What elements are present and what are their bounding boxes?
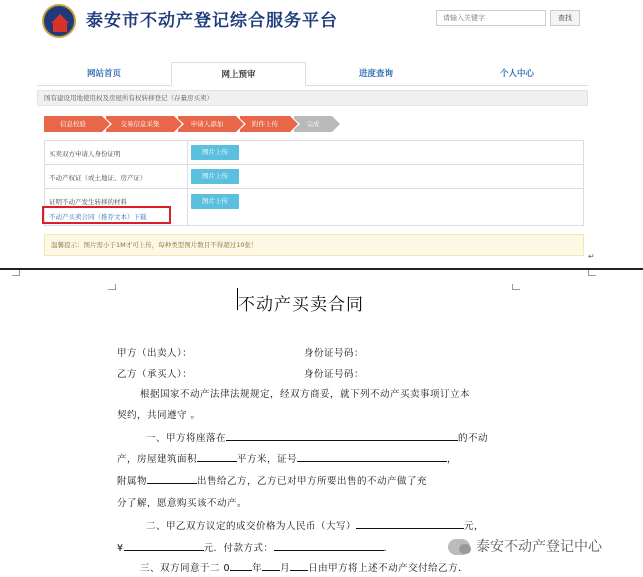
document-title[interactable]: 不动产买卖合同 (238, 295, 364, 315)
document-page (0, 270, 643, 577)
step-5: 完成 (294, 116, 332, 132)
contract-download-link[interactable]: 不动产买卖合同（推荐文本）下载 (49, 213, 147, 221)
row-label: 不动产权证（或土地证、房产证） (49, 174, 147, 182)
clause-1-line-4: 分了解，愿意购买该不动产。 (117, 498, 248, 509)
site-title: 泰安市不动产登记综合服务平台 (86, 11, 338, 31)
clause-2-line-1: 二、甲乙双方议定的成交价格为人民币（大写） 元， (146, 521, 485, 532)
watermark: 泰安不动产登记中心 (448, 536, 602, 556)
crop-mark (108, 284, 116, 290)
party-b: 乙方（承买人）： (117, 369, 193, 380)
step-3: 申请人添加 (178, 116, 236, 132)
upload-row (45, 165, 583, 189)
tab-personal-center[interactable]: 个人中心 (499, 69, 534, 79)
clause-1-line-1: 一、甲方将座落在 的不动 (146, 433, 489, 444)
row-label: 买卖双方申请人身份证明 (49, 150, 121, 158)
breadcrumb: 国有建设用地使用权及房屋所有权转移登记（存量房买卖） (37, 90, 588, 106)
crop-mark (12, 270, 20, 276)
clause-2-line-2: ¥ 元．付款方式： ． (117, 543, 394, 554)
tab-home[interactable]: 网站首页 (86, 69, 121, 79)
search-input[interactable] (436, 10, 546, 26)
step-4: 附件上传 (240, 116, 290, 132)
crop-mark (588, 270, 596, 276)
clause-1-line-2: 产，房屋建筑面积 平方米，证号 ， (117, 454, 458, 465)
crop-mark (512, 284, 520, 290)
search-button[interactable]: 查找 (550, 10, 580, 26)
tab-online-review[interactable]: 网上预审 (171, 62, 306, 86)
highlight-box (42, 206, 171, 224)
logo-icon (42, 4, 76, 38)
clause-1-line-3: 附属物 出售给乙方，乙方已对甲方所要出售的不动产做了充 (117, 476, 428, 487)
clause-3-line-1: 三、双方同意于二 0 年 月 日由甲方将上述不动产交付给乙方． (140, 563, 469, 574)
tab-progress[interactable]: 进度查询 (358, 69, 393, 79)
step-2: 交易信息采集 (106, 116, 174, 132)
warning-tip: 温馨提示：图片需小于1M才可上传，每种类型图片数目不得超过10张！ (44, 234, 584, 256)
web-page (0, 0, 643, 268)
upload-button-id[interactable]: 图片上传 (191, 145, 239, 160)
intro-line-1: 根据国家不动产法律法规规定，经双方商妥，就下列不动产买卖事项订立本 (140, 389, 471, 400)
upload-row (45, 141, 583, 165)
return-mark-icon: ↵ (588, 252, 595, 261)
upload-button-transfer[interactable]: 图片上传 (191, 194, 239, 209)
party-b-id: 身份证号码： (304, 369, 365, 380)
upload-button-certificate[interactable]: 图片上传 (191, 169, 239, 184)
main-nav (37, 62, 588, 86)
party-a: 甲方（出卖人）： (117, 348, 193, 359)
party-a-id: 身份证号码： (304, 348, 365, 359)
wechat-icon (448, 539, 470, 555)
row-label: 证明不动产发生转移的材料 (49, 198, 127, 206)
step-1: 信息校验 (44, 116, 102, 132)
intro-line-2: 契约，共同遵守 。 (117, 410, 201, 421)
